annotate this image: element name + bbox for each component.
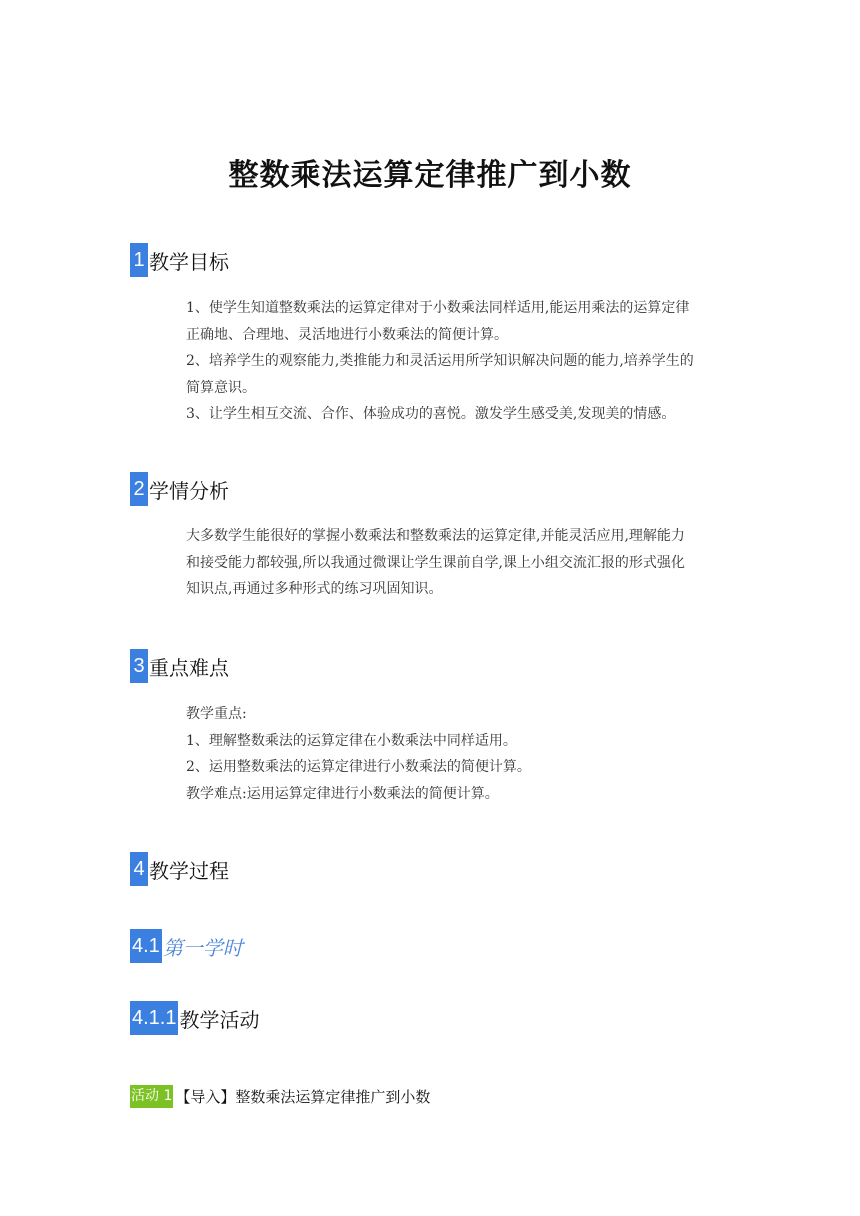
- paragraph-line: 教学重点:: [186, 706, 247, 722]
- section-heading-text: 教学目标: [149, 249, 229, 274]
- section-heading-objectives: [130, 243, 229, 277]
- subsection-heading-text: 第一学时: [162, 935, 243, 960]
- section-heading-text: 重点难点: [149, 655, 229, 680]
- section-heading-key-points: [130, 649, 229, 683]
- paragraph-line: 3、让学生相互交流、合作、体验成功的喜悦。激发学生感受美,发现美的情感。: [186, 406, 676, 422]
- subsubsection-number-badge: 4.1.1: [130, 1001, 178, 1035]
- paragraph-line: 简算意识。: [186, 379, 256, 396]
- activity-tag: 活动 1: [130, 1085, 173, 1108]
- section-heading-process: [130, 852, 229, 886]
- paragraph-line: 2、运用整数乘法的运算定律进行小数乘法的简便计算。: [186, 759, 531, 775]
- paragraph-line: 教学难点:运用运算定律进行小数乘法的简便计算。: [186, 785, 499, 802]
- subsubsection-heading-text: 教学活动: [179, 1007, 260, 1032]
- subsection-heading-first-lesson: [130, 929, 243, 963]
- subsection-number-badge: 4.1: [130, 929, 162, 963]
- section-number-badge: 2: [130, 472, 148, 506]
- paragraph-line: 大多数学生能很好的掌握小数乘法和整数乘法的运算定律,并能灵活应用,理解能力: [186, 528, 685, 544]
- paragraph-line: 1、理解整数乘法的运算定律在小数乘法中同样适用。: [186, 732, 517, 749]
- paragraph-line: 2、培养学生的观察能力,类推能力和灵活运用所学知识解决问题的能力,培养学生的: [186, 353, 694, 369]
- section-number-badge: 1: [130, 243, 148, 277]
- section-number-badge: 3: [130, 649, 148, 683]
- section-body-objectives: [186, 295, 746, 428]
- section-body-key-points: [186, 701, 746, 807]
- paragraph-line: 和接受能力都较强,所以我通过微课让学生课前自学,课上小组交流汇报的形式强化: [186, 554, 685, 571]
- paragraph-line: 正确地、合理地、灵活地进行小数乘法的简便计算。: [186, 326, 508, 343]
- section-heading-text: 教学过程: [149, 858, 229, 883]
- activity-item: [130, 1085, 430, 1108]
- paragraph-line: 知识点,再通过多种形式的练习巩固知识。: [186, 581, 443, 597]
- section-heading-analysis: [130, 472, 229, 506]
- section-heading-text: 学情分析: [149, 478, 229, 503]
- subsubsection-heading-activities: [130, 1001, 259, 1035]
- activity-title: 【导入】整数乘法运算定律推广到小数: [175, 1088, 431, 1106]
- paragraph-line: 1、使学生知道整数乘法的运算定律对于小数乘法同样适用,能运用乘法的运算定律: [186, 300, 690, 316]
- document-title: 整数乘法运算定律推广到小数: [228, 158, 632, 193]
- section-number-badge: 4: [130, 852, 148, 886]
- section-body-analysis: [186, 523, 746, 603]
